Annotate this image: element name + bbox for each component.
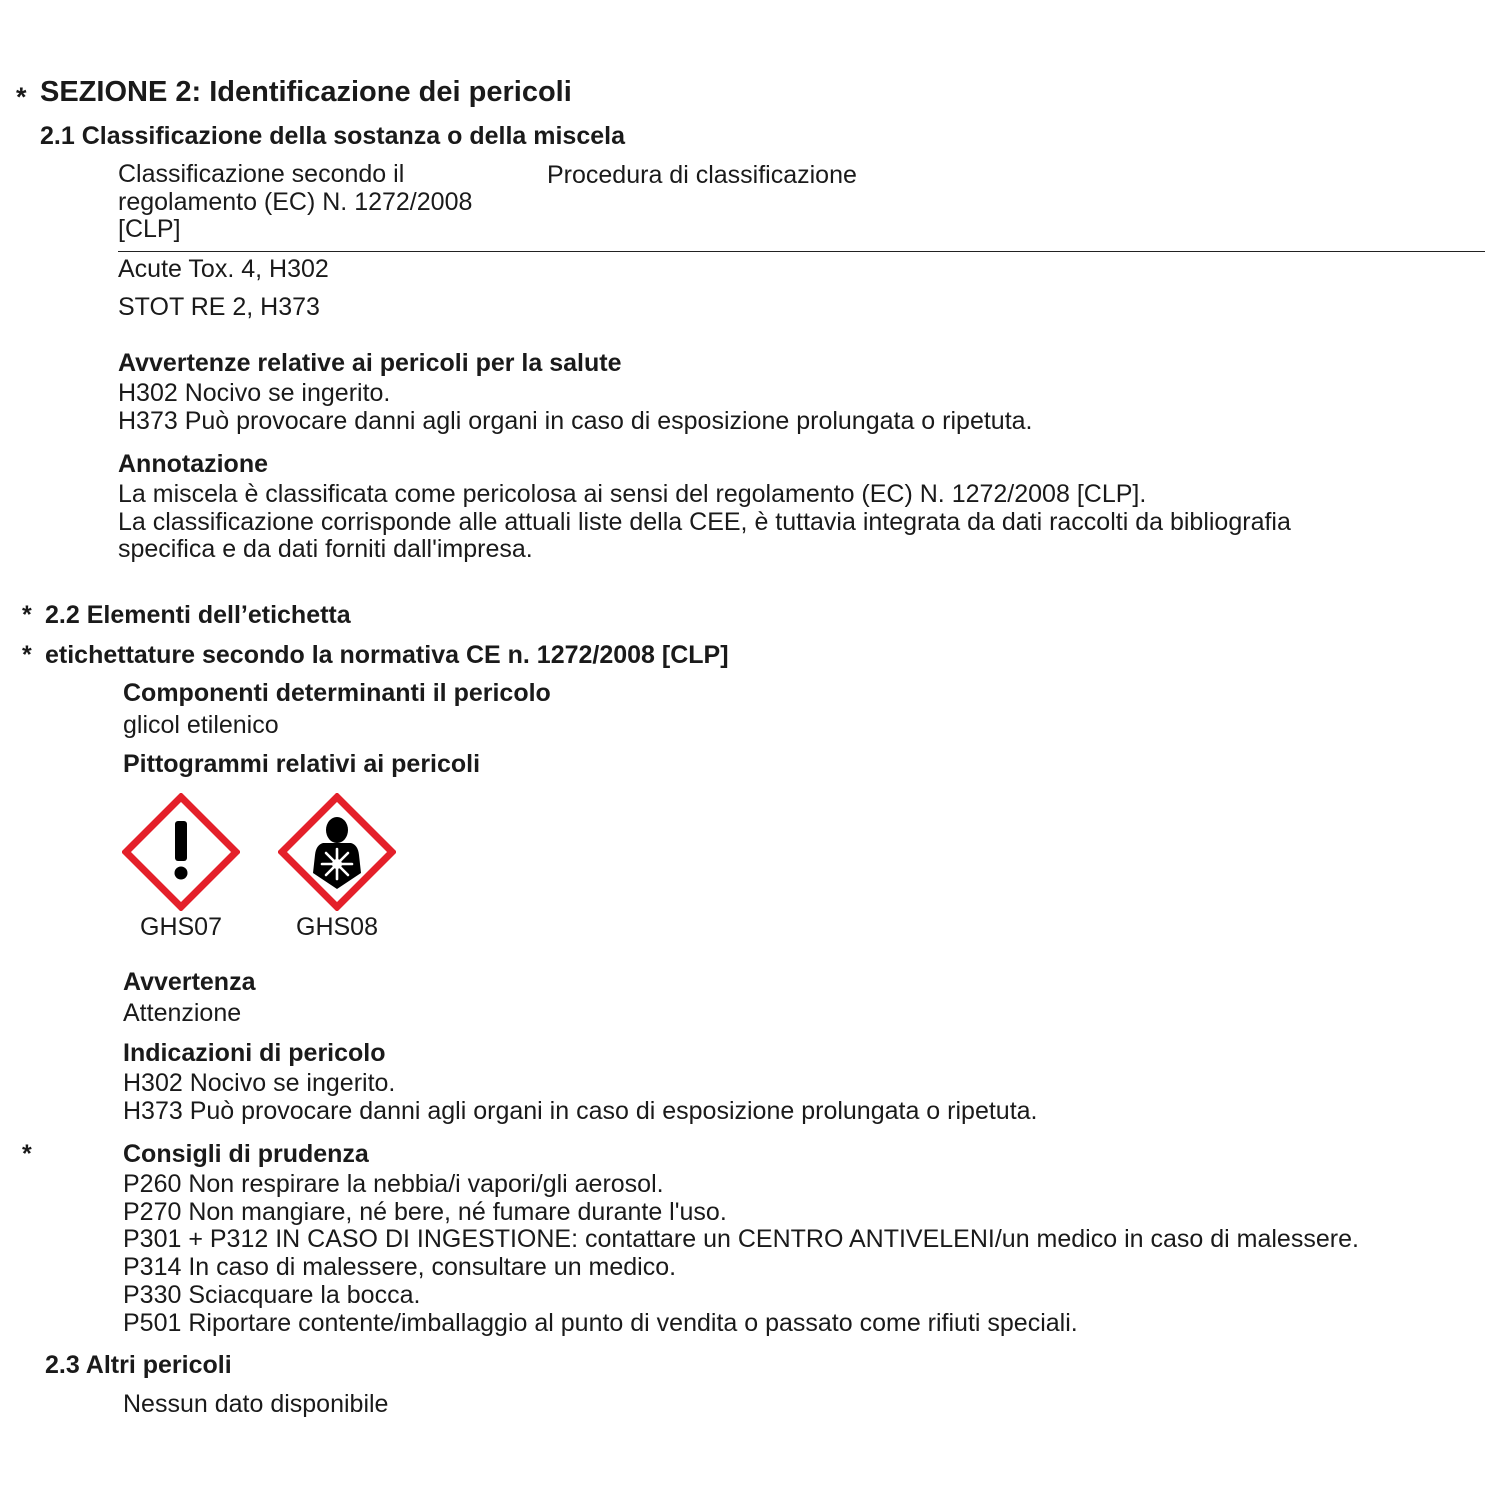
health-hazards-title: Avvertenze relative ai pericoli per la salute (118, 349, 622, 377)
health-hazards-list (118, 380, 1033, 435)
classification-column-header (118, 161, 472, 244)
precautions-star: * (22, 1140, 32, 1168)
classification-row: Acute Tox. 4, H302 (118, 255, 329, 283)
subsection-2-2-star: * (22, 601, 32, 629)
other-hazards-value: Nessun dato disponibile (123, 1390, 389, 1418)
subsection-2-3-title: 2.3 Altri pericoli (45, 1351, 232, 1379)
precautions-title: Consigli di prudenza (123, 1140, 369, 1168)
exclamation-mark-icon (122, 793, 240, 911)
hazard-statement-line: H373 Può provocare danni agli organi in caso di esposizione prolungata o ripetuta. (123, 1096, 1038, 1125)
section-title: SEZIONE 2: Identificazione dei pericoli (40, 76, 572, 108)
health-hazard-line: H373 Può provocare danni agli organi in caso di esposizione prolungata o ripetuta. (118, 406, 1033, 435)
health-hazard-icon (278, 793, 396, 911)
hazard-statement-line: H302 Nocivo se ingerito. (123, 1069, 396, 1097)
annotation-text (118, 481, 1291, 564)
signal-word-value: Attenzione (123, 999, 242, 1027)
precaution-line: P270 Non mangiare, né bere, né fumare durante l'uso. (123, 1197, 727, 1226)
hazard-statements-title: Indicazioni di pericolo (123, 1039, 386, 1067)
col1-header-line: [CLP] (118, 215, 181, 244)
health-hazard-line: H302 Nocivo se ingerito. (118, 379, 391, 407)
precaution-line: P260 Non respirare la nebbia/i vapori/gli aerosol. (123, 1170, 664, 1198)
col1-header-line: Classificazione secondo il (118, 160, 405, 188)
label-regulation-title: etichettature secondo la normativa CE n. 1272/2008 [CLP] (45, 641, 729, 669)
procedure-column-header: Procedura di classificazione (547, 161, 857, 189)
pictogram-code: GHS08 (296, 913, 378, 941)
precaution-line: P501 Riportare contente/imballaggio al punto di vendita o passato come rifiuti speciali. (123, 1308, 1078, 1337)
annotation-line: specifica e da dati forniti dall'impresa. (118, 535, 533, 564)
section-star: * (16, 82, 27, 112)
precaution-line: P314 In caso di malessere, consultare un medico. (123, 1253, 677, 1282)
annotation-line: La miscela è classificata come pericolosa ai sensi del regolamento (EC) N. 1272/2008 [CLP]. (118, 480, 1147, 508)
signal-word-title: Avvertenza (123, 968, 256, 996)
pictograms-title: Pittogrammi relativi ai pericoli (123, 750, 481, 778)
col1-header-line: regolamento (EC) N. 1272/2008 (118, 187, 473, 216)
subsection-2-1-title: 2.1 Classificazione della sostanza o della miscela (40, 122, 625, 150)
table-divider (118, 251, 1485, 252)
pictogram-code: GHS07 (140, 913, 222, 941)
classification-row: STOT RE 2, H373 (118, 293, 320, 321)
annotation-title: Annotazione (118, 450, 268, 478)
components-value: glicol etilenico (123, 711, 279, 739)
hazard-statements-list (123, 1070, 1038, 1125)
label-regulation-star: * (22, 641, 32, 669)
components-title: Componenti determinanti il pericolo (123, 679, 551, 707)
precaution-line: P301 + P312 IN CASO DI INGESTIONE: contattare un CENTRO ANTIVELENI/un medico in caso di malessere. (123, 1225, 1359, 1254)
precaution-line: P330 Sciacquare la bocca. (123, 1280, 421, 1309)
annotation-line: La classificazione corrisponde alle attuali liste della CEE, è tuttavia integrata da dati raccolti da bibliografia (118, 507, 1291, 536)
precautions-list (123, 1171, 1359, 1337)
subsection-2-2-title: 2.2 Elementi dell’etichetta (45, 601, 351, 629)
